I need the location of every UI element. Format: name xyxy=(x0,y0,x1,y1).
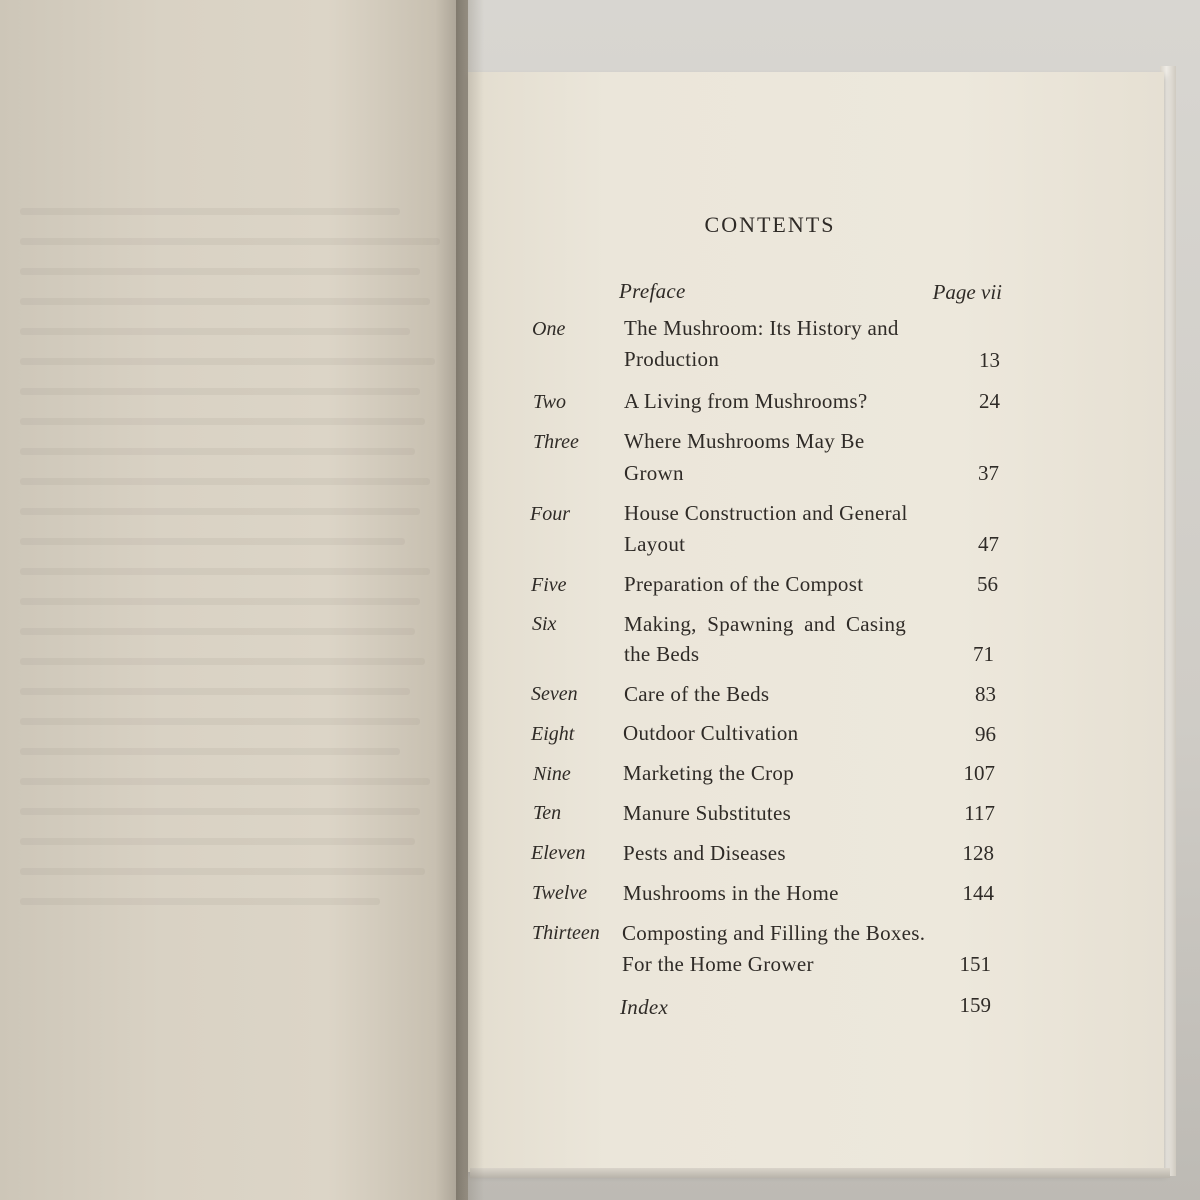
chapter-title: A Living from Mushrooms? xyxy=(624,389,868,413)
chapter-number: Four xyxy=(530,503,570,525)
chapter-page: 117 xyxy=(964,801,995,825)
chapter-page: 128 xyxy=(962,841,994,865)
preface-page: Page vii xyxy=(932,280,1002,304)
chapter-title: For the Home Grower xyxy=(622,952,814,976)
contents-heading: CONTENTS xyxy=(704,212,836,237)
chapter-number: Two xyxy=(533,391,566,413)
chapter-page: 96 xyxy=(975,722,996,746)
chapter-title: Care of the Beds xyxy=(624,682,770,706)
chapter-title: Pests and Diseases xyxy=(623,841,786,865)
chapter-title: Where Mushrooms May Be xyxy=(624,429,865,453)
chapter-title: Marketing the Crop xyxy=(623,761,795,785)
chapter-title: Layout xyxy=(624,532,686,556)
chapter-page: 71 xyxy=(973,642,994,666)
chapter-page: 37 xyxy=(978,461,999,485)
chapter-title: Mushrooms in the Home xyxy=(623,881,839,905)
chapter-title: Outdoor Cultivation xyxy=(623,721,799,745)
chapter-number: Thirteen xyxy=(532,922,600,944)
chapter-number: Eleven xyxy=(531,842,586,864)
chapter-number: Eight xyxy=(531,723,575,745)
chapter-page: 47 xyxy=(978,532,999,556)
chapter-title: Production xyxy=(624,347,720,371)
index-label: Index xyxy=(620,995,669,1019)
chapter-title: Manure Substitutes xyxy=(623,801,792,825)
index-page: 159 xyxy=(959,993,991,1017)
chapter-number: Six xyxy=(532,613,557,635)
chapter-page: 151 xyxy=(959,952,991,976)
preface-label: Preface xyxy=(619,279,686,303)
chapter-number: One xyxy=(532,318,566,340)
chapter-page: 24 xyxy=(979,389,1000,413)
chapter-number: Ten xyxy=(533,802,562,824)
chapter-title: Grown xyxy=(624,461,684,485)
chapter-title: Preparation of the Compost xyxy=(624,572,864,596)
chapter-number: Twelve xyxy=(532,882,588,904)
chapter-page: 56 xyxy=(977,572,998,596)
chapter-number: Seven xyxy=(531,683,578,705)
chapter-number: Five xyxy=(531,574,567,596)
chapter-title: Making, Spawning and Casing xyxy=(624,612,907,636)
chapter-title: the Beds xyxy=(624,642,700,666)
chapter-page: 144 xyxy=(962,881,994,905)
chapter-number: Nine xyxy=(533,763,571,785)
chapter-title: The Mushroom: Its History and xyxy=(624,316,899,340)
chapter-page: 107 xyxy=(963,761,995,785)
chapter-title: Composting and Filling the Boxes. xyxy=(622,921,926,945)
chapter-page: 13 xyxy=(979,348,1000,372)
chapter-number: Three xyxy=(533,431,579,453)
chapter-page: 83 xyxy=(975,682,996,706)
chapter-title: House Construction and General xyxy=(624,501,908,525)
